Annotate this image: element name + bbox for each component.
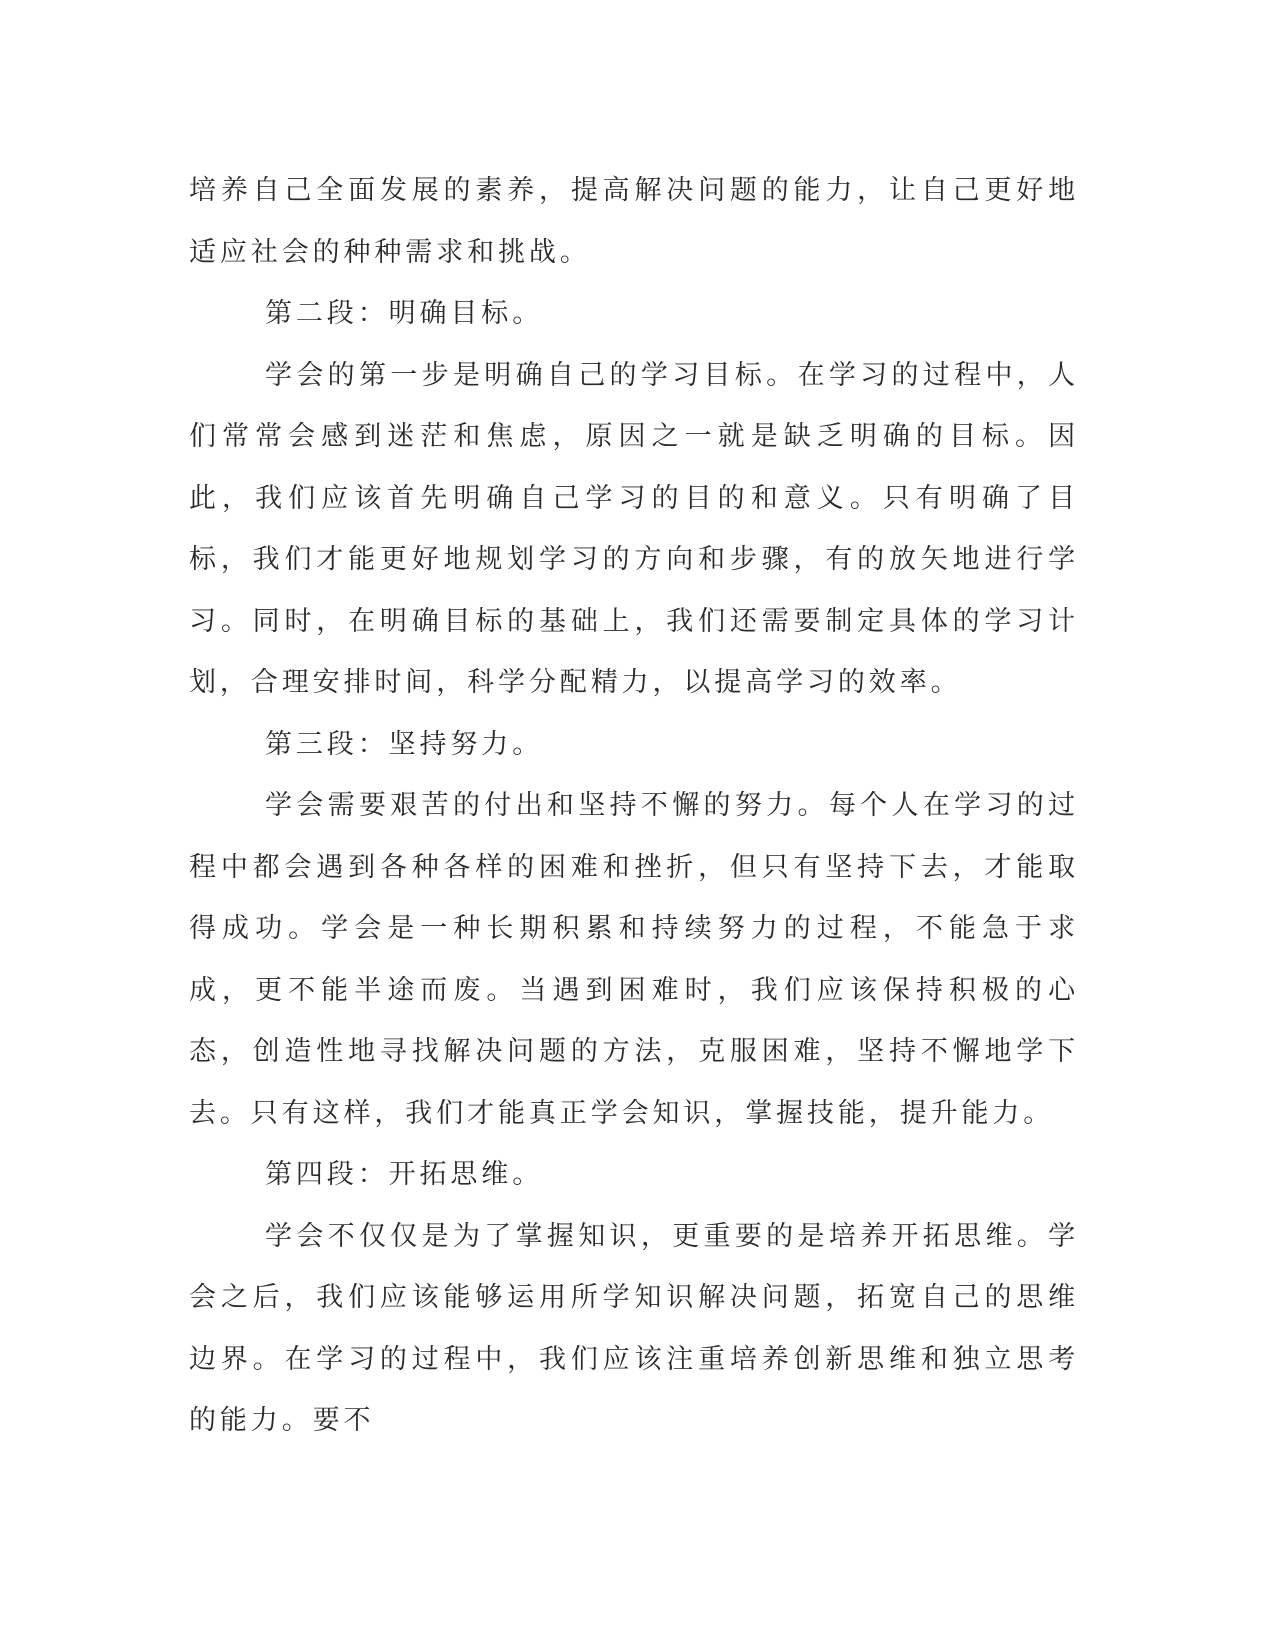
- section-heading-2: 第二段：明确目标。: [265, 298, 544, 329]
- paragraph-open-thinking: 学会不仅仅是为了掌握知识，更重要的是培养开拓思维。学会之后，我们应该能够运用所学知识解决问题，拓宽自己的思维边界。在学习的过程中，我们应该注重培养创新思维和独立思考的能力。要不: [189, 1220, 1079, 1436]
- document-body: [189, 160, 1079, 1452]
- paragraph-persistence: 学会需要艰苦的付出和坚持不懈的努力。每个人在学习的过程中都会遇到各种各样的困难和挫折，但只有坚持下去，才能取得成功。学会是一种长期积累和持续努力的过程，不能急于求成，更不能半途而废。当遇到困难时，我们应该保持积极的心态，创造性地寻找解决问题的方法，克服困难，坚持不懈地学下去。只有这样，我们才能真正学会知识，掌握技能，提升能力。: [189, 790, 1079, 1129]
- section-heading-3: 第三段：坚持努力。: [265, 728, 544, 760]
- paragraph-clear-goals: 学会的第一步是明确自己的学习目标。在学习的过程中，人们常常会感到迷茫和焦虑，原因之一就是缺乏明确的目标。因此，我们应该首先明确自己学习的目的和意义。只有明确了目标，我们才能更好地规划学习的方向和步骤，有的放矢地进行学习。同时，在明确目标的基础上，我们还需要制定具体的学习计划，合理安排时间，科学分配精力，以提高学习的效率。: [189, 359, 1079, 698]
- paragraph-continued: 培养自己全面发展的素养，提高解决问题的能力，让自己更好地适应社会的种种需求和挑战。: [189, 175, 1079, 268]
- section-heading-4: 第四段：开拓思维。: [265, 1159, 544, 1190]
